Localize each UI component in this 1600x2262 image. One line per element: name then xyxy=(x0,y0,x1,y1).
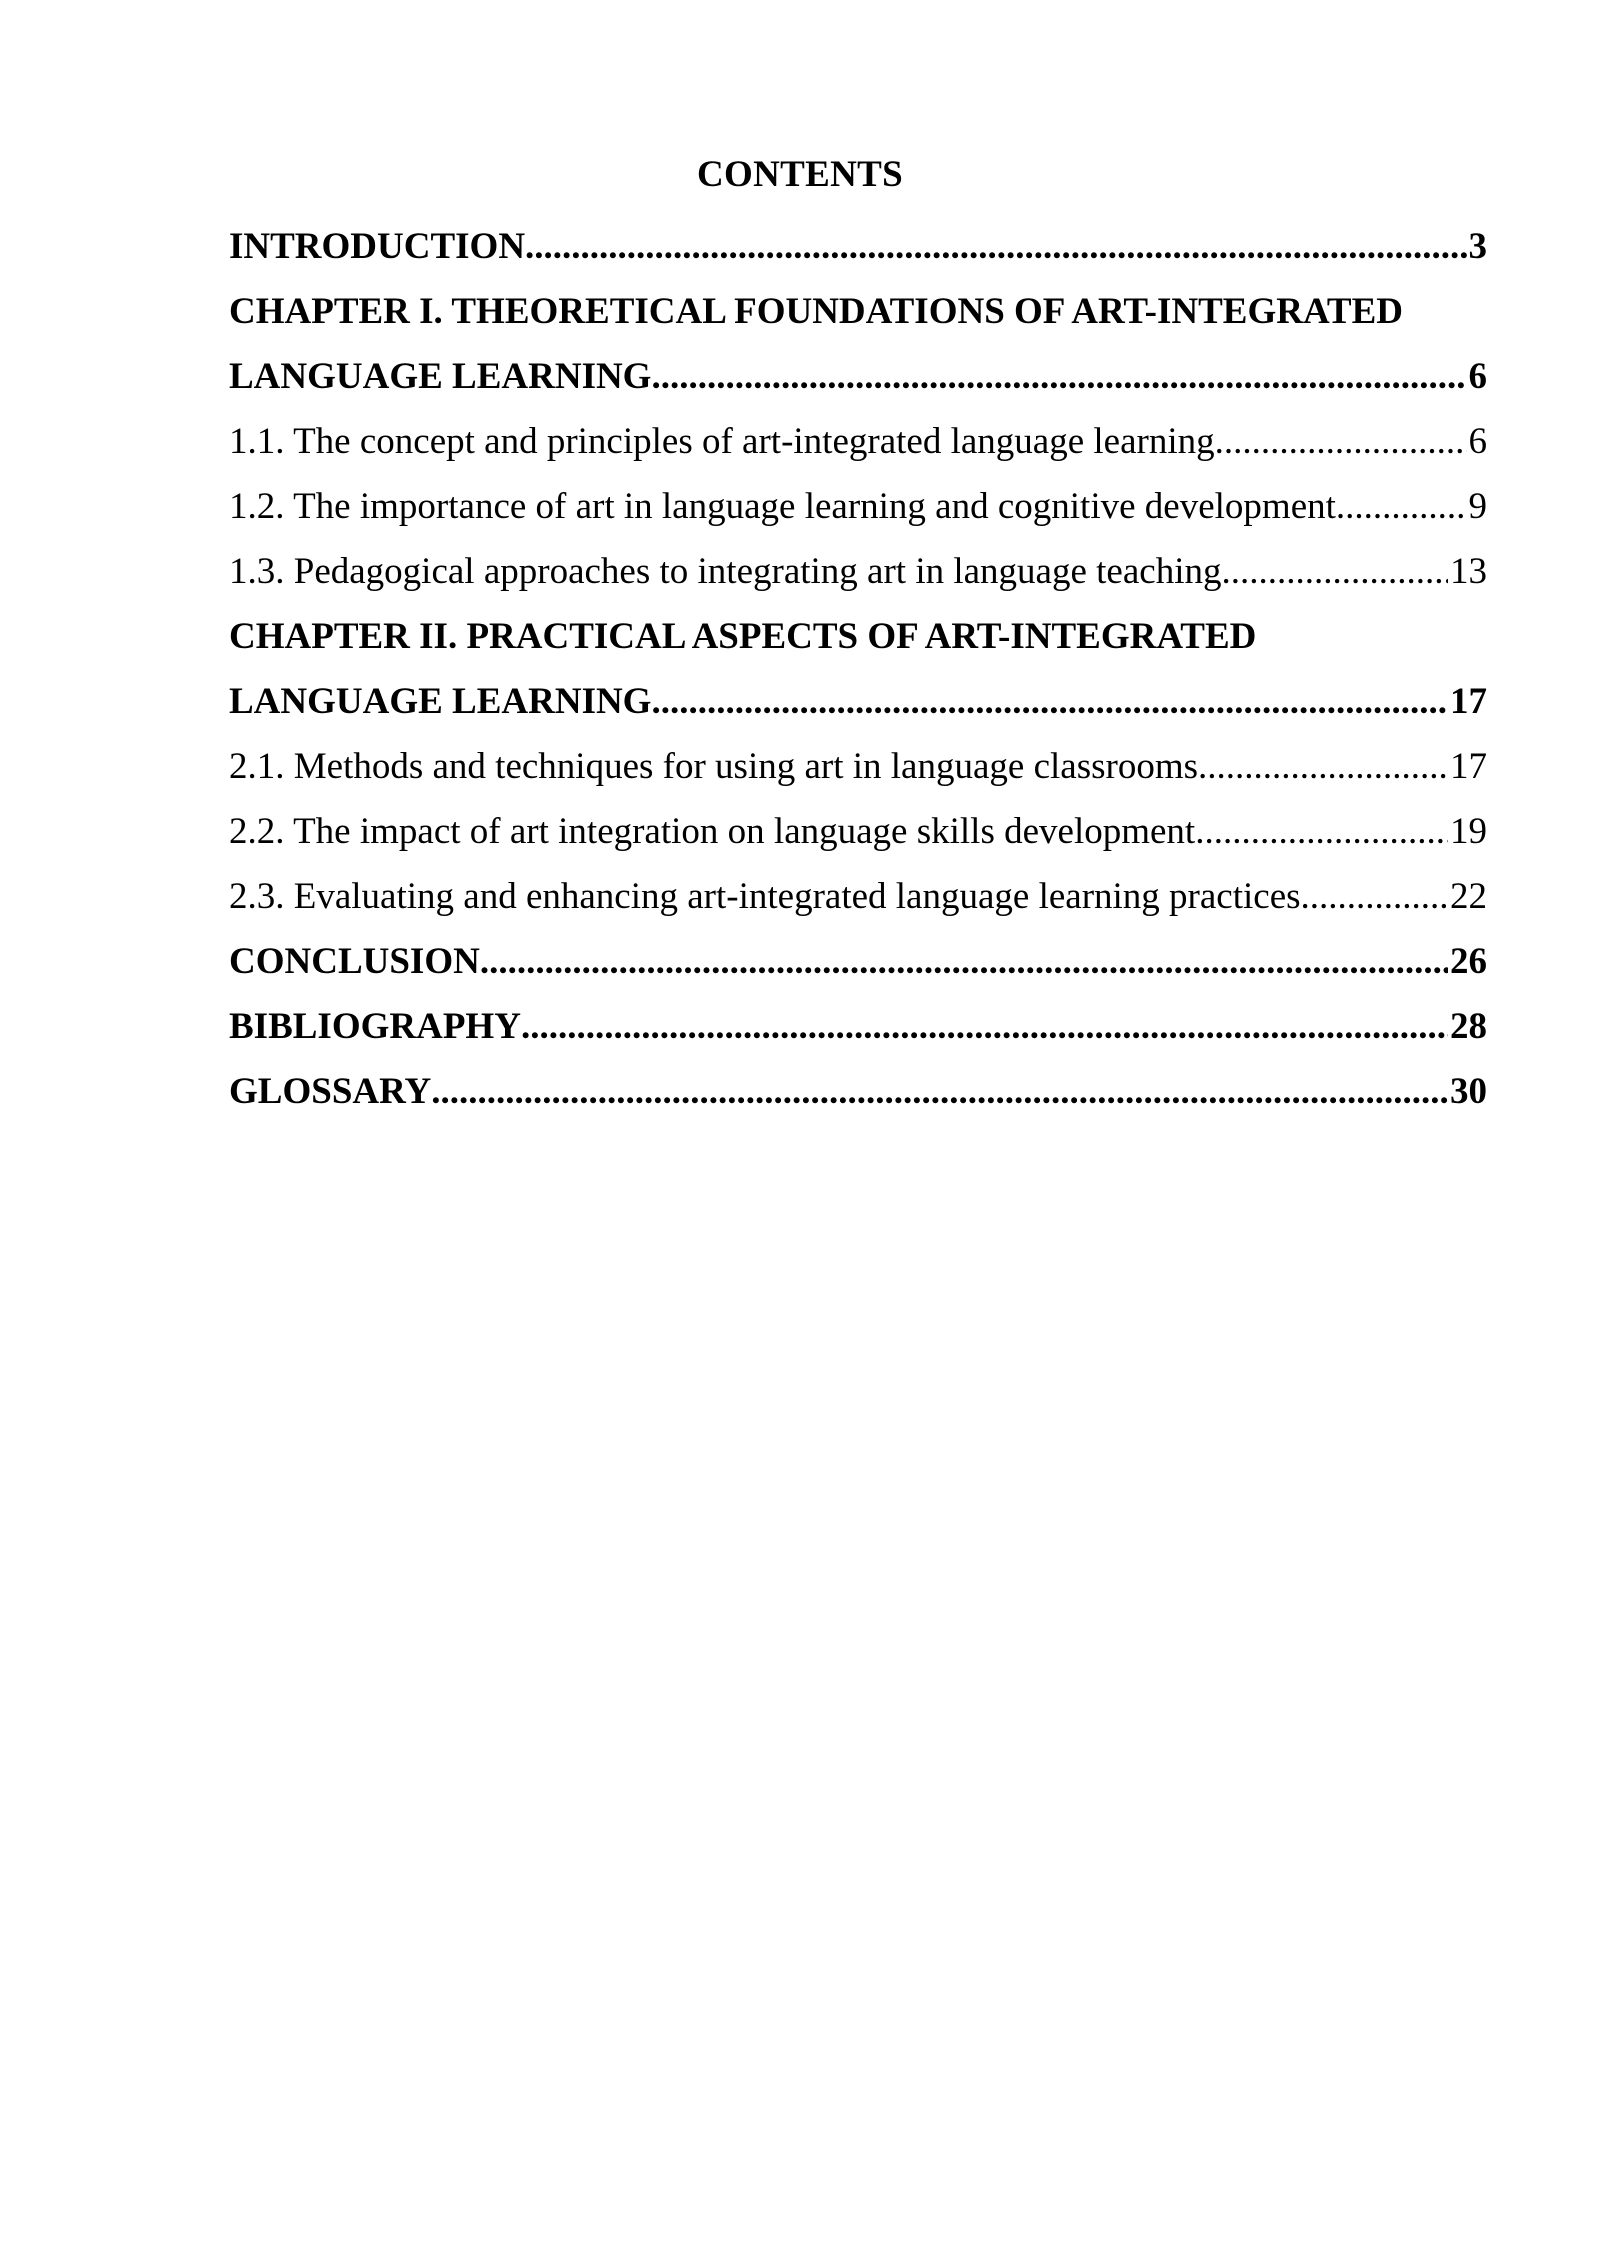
dot-leader xyxy=(1336,474,1467,539)
dot-leader xyxy=(1301,864,1448,929)
dot-leader xyxy=(1198,734,1448,799)
toc-entry-title: LANGUAGE LEARNING xyxy=(229,681,652,722)
toc-entry-title: 2.3. Evaluating and enhancing art-integrated language learning practices xyxy=(229,876,1301,917)
toc-entry-title: 1.2. The importance of art in language learning and cognitive development xyxy=(229,486,1336,527)
dot-leader xyxy=(521,994,1448,1059)
dot-leader xyxy=(651,344,1466,409)
toc-entry-title: 1.1. The concept and principles of art-integrated language learning xyxy=(229,421,1215,462)
toc-entry-title: 1.3. Pedagogical approaches to integrating art in language teaching xyxy=(229,551,1222,592)
toc-entry-glossary[interactable] xyxy=(229,1059,1487,1124)
dot-leader xyxy=(1195,799,1448,864)
toc-page-number: 6 xyxy=(1468,356,1487,397)
table-of-contents xyxy=(229,214,1487,1124)
toc-entry-title: GLOSSARY xyxy=(229,1071,432,1112)
dot-leader xyxy=(431,1059,1448,1124)
toc-page-number: 3 xyxy=(1468,226,1487,267)
dot-leader xyxy=(1221,539,1448,604)
toc-entry-conclusion[interactable] xyxy=(229,929,1487,994)
dot-leader xyxy=(1215,409,1467,474)
toc-entry-title: 2.1. Methods and techniques for using art in language classrooms xyxy=(229,746,1198,787)
toc-entry-section-2-3[interactable] xyxy=(229,864,1487,929)
toc-entry-section-1-2[interactable] xyxy=(229,474,1487,539)
toc-page-number: 6 xyxy=(1468,421,1487,462)
toc-entry-section-1-3[interactable] xyxy=(229,539,1487,604)
toc-entry-title: LANGUAGE LEARNING xyxy=(229,356,652,397)
dot-leader xyxy=(651,669,1448,734)
toc-page-number: 17 xyxy=(1450,746,1487,787)
dot-leader xyxy=(480,929,1448,994)
toc-entry-chapter-2[interactable] xyxy=(229,604,1487,734)
toc-entry-bibliography[interactable] xyxy=(229,994,1487,1059)
toc-entry-section-2-1[interactable] xyxy=(229,734,1487,799)
toc-page-number: 9 xyxy=(1468,486,1487,527)
toc-entry-chapter-1[interactable] xyxy=(229,279,1487,409)
toc-page-number: 22 xyxy=(1450,876,1487,917)
dot-leader xyxy=(525,214,1466,279)
toc-page-number: 17 xyxy=(1450,681,1487,722)
toc-entry-title-line1: CHAPTER II. PRACTICAL ASPECTS OF ART-INTEGRATED xyxy=(229,616,1257,657)
toc-page-number: 30 xyxy=(1450,1071,1487,1112)
toc-entry-section-2-2[interactable] xyxy=(229,799,1487,864)
contents-heading: CONTENTS xyxy=(697,154,903,195)
toc-entry-title: 2.2. The impact of art integration on language skills development xyxy=(229,811,1196,852)
toc-page-number: 26 xyxy=(1450,941,1487,982)
toc-page-number: 19 xyxy=(1450,811,1487,852)
toc-page-number: 28 xyxy=(1450,1006,1487,1047)
toc-entry-introduction[interactable] xyxy=(229,214,1487,279)
toc-entry-title: BIBLIOGRAPHY xyxy=(229,1006,521,1047)
toc-entry-title: CONCLUSION xyxy=(229,941,480,982)
toc-entry-title-line1: CHAPTER I. THEORETICAL FOUNDATIONS OF ART-INTEGRATED xyxy=(229,291,1404,332)
toc-entry-section-1-1[interactable] xyxy=(229,409,1487,474)
toc-entry-title: INTRODUCTION xyxy=(229,226,526,267)
toc-page-number: 13 xyxy=(1450,551,1487,592)
